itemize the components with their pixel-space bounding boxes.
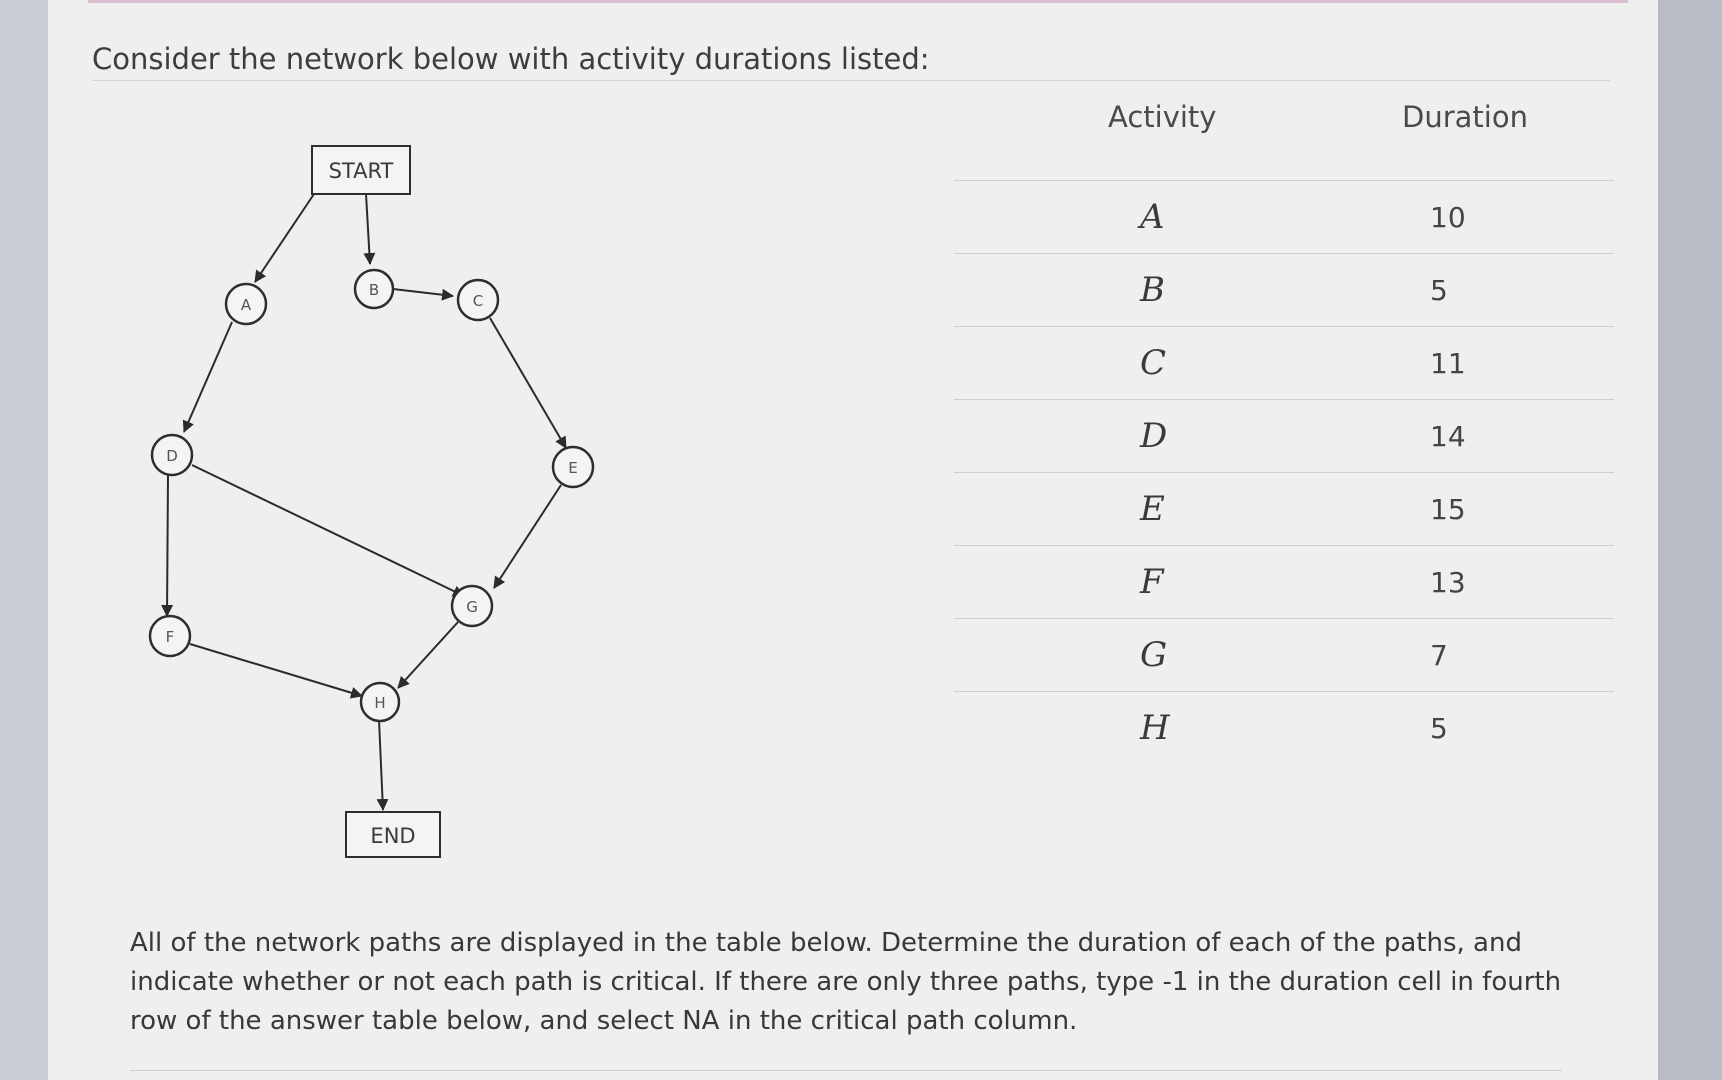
edge-b-to-c	[393, 289, 453, 296]
activity-cell: C	[1140, 343, 1167, 383]
node-f-label: F	[165, 628, 175, 646]
node-c-label: C	[472, 292, 484, 310]
edge-start-to-a	[255, 194, 314, 282]
table-row	[954, 692, 1614, 764]
question-heading: Consider the network below with activity durations listed:	[92, 42, 930, 76]
activity-cell: H	[1140, 708, 1170, 748]
duration-cell: 14	[1430, 420, 1466, 453]
question-instructions: All of the network paths are displayed in the table below. Determine the duration of each of the paths, and indicate whether or not each path is critical. If there are only three paths, type -1 in the duration cell in fourth row of the answer table below, and select NA in the critical path column.	[130, 928, 1562, 1036]
activity-cell: B	[1140, 270, 1165, 310]
node-e-label: E	[568, 459, 578, 477]
duration-cell: 5	[1430, 274, 1448, 307]
node-a	[226, 284, 266, 324]
table-row	[954, 254, 1614, 327]
node-g	[452, 586, 492, 626]
end-node	[346, 812, 440, 857]
activity-cell: F	[1140, 562, 1164, 602]
node-b-label: B	[368, 281, 380, 299]
duration-column-header: Duration	[1402, 100, 1528, 134]
edge-d-to-f	[167, 475, 168, 616]
network-diagram	[48, 0, 848, 900]
activity-cell: E	[1140, 489, 1165, 529]
duration-cell: 11	[1430, 347, 1466, 380]
end-label: END	[370, 824, 416, 848]
activity-cell: G	[1140, 635, 1168, 675]
duration-cell: 10	[1430, 201, 1466, 234]
table-row	[954, 546, 1614, 619]
table-row	[954, 400, 1614, 473]
question-page	[48, 0, 1658, 1080]
activity-cell: A	[1140, 197, 1165, 237]
start-label: START	[328, 159, 394, 183]
node-c	[458, 280, 498, 320]
edge-start-to-b	[366, 194, 370, 264]
table-row	[954, 473, 1614, 546]
node-d-label: D	[166, 447, 178, 465]
edge-e-to-g	[494, 485, 561, 588]
table-row	[954, 181, 1614, 254]
node-b	[355, 270, 393, 308]
node-d	[152, 435, 192, 475]
activity-duration-table	[954, 90, 1614, 764]
duration-cell: 5	[1430, 712, 1448, 745]
node-e	[553, 447, 593, 487]
duration-cell: 7	[1430, 639, 1448, 672]
node-f	[150, 616, 190, 656]
edge-d-to-g	[192, 465, 464, 596]
start-node	[312, 146, 410, 194]
duration-cell: 13	[1430, 566, 1466, 599]
edge-g-to-h	[398, 622, 458, 688]
activity-column-header: Activity	[1108, 100, 1217, 134]
duration-cell: 15	[1430, 493, 1466, 526]
background-right-edge	[1658, 0, 1722, 1080]
bottom-divider	[130, 1070, 1562, 1071]
node-h	[361, 683, 399, 721]
table-row	[954, 327, 1614, 400]
edge-f-to-h	[190, 644, 362, 696]
edge-a-to-d	[184, 322, 232, 432]
table-row	[954, 619, 1614, 692]
activity-cell: D	[1140, 416, 1168, 456]
node-a-label: A	[240, 296, 252, 314]
edge-c-to-e	[490, 318, 566, 448]
node-h-label: H	[374, 694, 386, 712]
table-header-row	[954, 90, 1614, 181]
node-g-label: G	[466, 598, 478, 616]
edge-h-to-end	[379, 720, 383, 810]
